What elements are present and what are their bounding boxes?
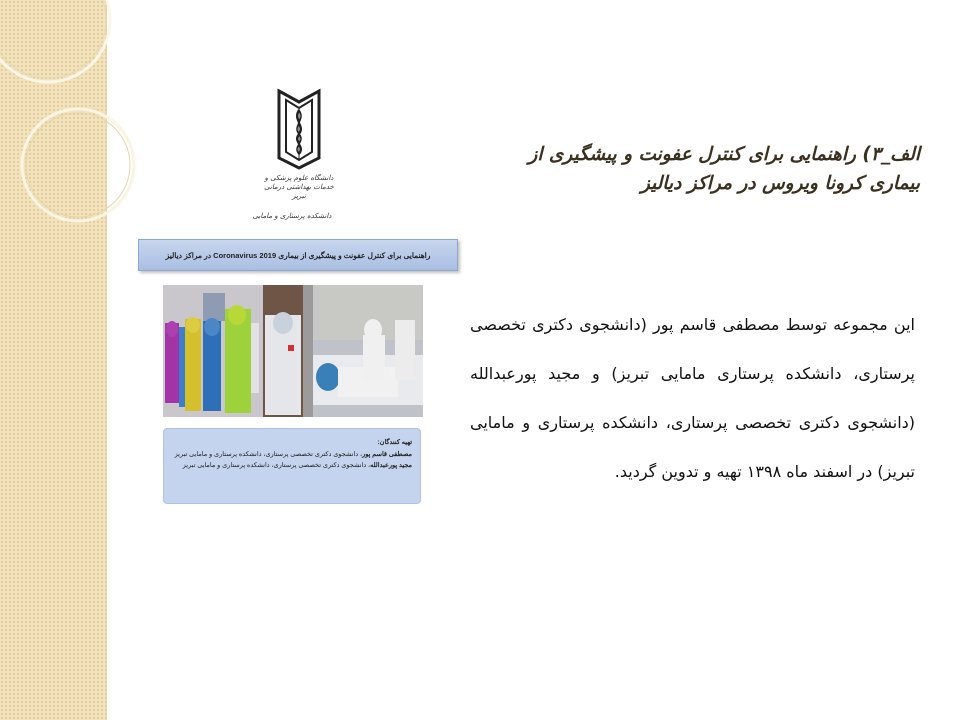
author-line-1 — [164, 449, 412, 461]
university-name: دانشگاه علوم پزشکی و خدمات بهداشتی درمانی تبریز — [264, 174, 334, 200]
medical-staff-photo — [163, 285, 423, 417]
guideline-cover-image — [138, 88, 458, 508]
school-name: دانشکده پرستاری و مامایی — [252, 212, 332, 220]
authors-label: تهیه کنندگان: — [377, 439, 412, 446]
slide-body-text: این مجموعه توسط مصطفی قاسم پور (دانشجوی دکتری تخصصی پرستاری، دانشکده پرستاری مامایی تبریز) و مجید پورعبدالله (دانشجوی دکتری تخصصی پرستاری، دانشکده پرستاری و مامایی تبریز) در اسفند ماه ۱۳۹۸ تهیه و تدوین گردید. — [470, 315, 915, 481]
author-name: مصطفی قاسم پور — [362, 450, 412, 458]
slide-title: الف_۳) راهنمایی برای کنترل عفونت و پیشگیری از بیماری کرونا ویروس در مراکز دیالیز — [528, 144, 920, 194]
decorative-circles — [0, 0, 140, 260]
author-affiliation: ، دانشجوی دکتری تخصصی پرستاری، دانشکده پرستاری و مامایی تبریز — [174, 450, 363, 458]
author-affiliation: ، دانشجوی دکتری تخصصی پرستاری، دانشکده پرستاری و مامایی تبریز — [182, 462, 371, 469]
author-name: مجید پورعبدالله — [370, 462, 412, 469]
banner-text: راهنمایی برای کنترل عفونت و پیشگیری از بیماری Coronavirus 2019 در مراکز دیالیز — [165, 250, 431, 260]
author-line-2 — [164, 460, 412, 472]
university-logo-icon — [264, 88, 334, 228]
authors-box — [163, 428, 421, 504]
cover-banner — [138, 239, 458, 271]
